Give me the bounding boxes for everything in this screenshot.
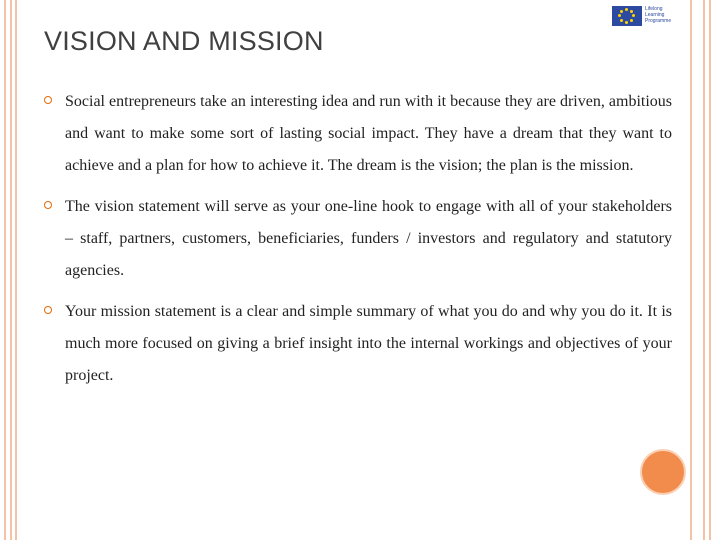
slide-title: VISION AND MISSION	[44, 26, 324, 56]
left-rail-line	[15, 0, 17, 540]
right-rail-outer	[709, 0, 711, 540]
bullet-circle-icon	[44, 201, 52, 209]
right-rail-inner	[690, 0, 692, 540]
bullet-text: Your mission statement is a clear and simple summary of what you do and why you do it. It is much more focused on giving a brief insight into the internal workings and objectives of your project.	[65, 303, 672, 384]
eu-flag-icon	[612, 6, 642, 26]
right-rail-middle	[703, 0, 705, 540]
bullet-item-vision-mission	[44, 86, 672, 182]
bullet-circle-icon	[44, 96, 52, 104]
logo-text: Lifelong Learning Programme	[645, 6, 672, 24]
left-rail-inner	[10, 0, 12, 540]
bullet-item-vision-statement	[44, 191, 672, 287]
bullet-text: Social entrepreneurs take an interesting idea and run with it because they are driven, ambitious and want to make some sort of lasting social impact. They have a dream that they want to achieve and a plan for how to achieve it. The dream is the vision; the plan is the mission.	[65, 93, 672, 174]
bullet-item-mission-statement	[44, 296, 672, 392]
bullet-text: The vision statement will serve as your one-line hook to engage with all of your stakeholders – staff, partners, customers, beneficiaries, funders / investors and regulatory and statutory agencies.	[65, 198, 672, 279]
left-rail-outer	[4, 0, 6, 540]
bullet-list	[44, 86, 672, 401]
decorative-orange-circle	[640, 449, 686, 495]
lifelong-learning-logo	[612, 6, 680, 26]
bullet-circle-icon	[44, 306, 52, 314]
